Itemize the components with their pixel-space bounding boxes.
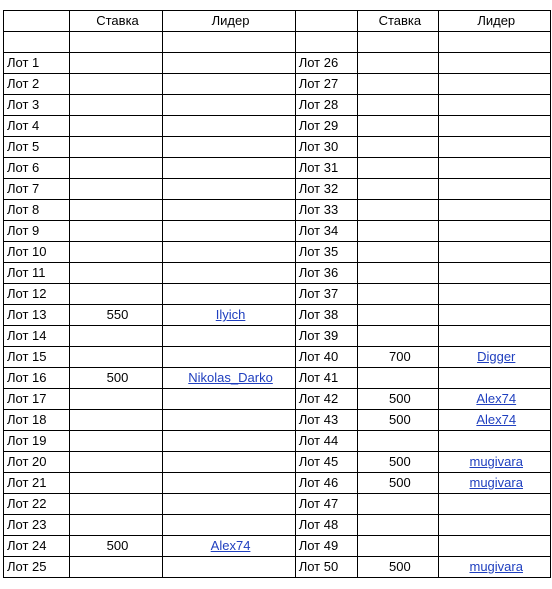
table-row — [4, 242, 551, 263]
lot-cell-left[interactable]: Лот 13 — [4, 305, 70, 326]
table-row — [4, 32, 551, 53]
table-row — [4, 452, 551, 473]
leader-cell-left[interactable] — [163, 410, 295, 431]
lot-cell-left[interactable]: Лот 18 — [4, 410, 70, 431]
leader-cell-left[interactable] — [163, 431, 295, 452]
lot-cell-left[interactable]: Лот 9 — [4, 221, 70, 242]
table-row — [4, 221, 551, 242]
leader-cell-right[interactable] — [439, 116, 551, 137]
table-row — [4, 137, 551, 158]
lot-cell-left[interactable]: Лот 4 — [4, 116, 70, 137]
bid-cell-right[interactable] — [358, 263, 439, 284]
lot-cell-left[interactable]: Лот 23 — [4, 515, 70, 536]
leader-cell-left[interactable] — [163, 32, 295, 53]
lot-cell-left[interactable]: Лот 17 — [4, 389, 70, 410]
header-cell-empty-right[interactable] — [295, 11, 358, 32]
leader-cell-right[interactable] — [439, 410, 551, 431]
bid-cell-left[interactable] — [69, 179, 163, 200]
leader-link[interactable]: Alex74 — [210, 538, 251, 553]
leader-cell-right[interactable] — [439, 368, 551, 389]
leader-link[interactable]: Ilyich — [215, 307, 246, 322]
lot-cell-right[interactable]: Лот 46 — [295, 473, 358, 494]
lot-cell-left[interactable]: Лот 22 — [4, 494, 70, 515]
leader-cell-right[interactable] — [439, 494, 551, 515]
bid-cell-right[interactable] — [358, 515, 439, 536]
leader-cell-right[interactable] — [439, 53, 551, 74]
bid-cell-right[interactable] — [358, 74, 439, 95]
table-row — [4, 410, 551, 431]
lot-cell-right[interactable]: Лот 41 — [295, 368, 358, 389]
leader-cell-left[interactable] — [163, 494, 295, 515]
table-row — [4, 431, 551, 452]
lot-cell-left[interactable]: Лот 10 — [4, 242, 70, 263]
lot-cell-right[interactable]: Лот 34 — [295, 221, 358, 242]
leader-cell-right[interactable] — [439, 242, 551, 263]
leader-cell-right[interactable] — [439, 200, 551, 221]
leader-cell-right[interactable] — [439, 137, 551, 158]
table-row — [4, 368, 551, 389]
leader-cell-right[interactable] — [439, 473, 551, 494]
leader-cell-left[interactable] — [163, 263, 295, 284]
lot-cell-left[interactable]: Лот 1 — [4, 53, 70, 74]
lot-cell-right[interactable]: Лот 49 — [295, 536, 358, 557]
bid-cell-right[interactable] — [358, 200, 439, 221]
leader-cell-left[interactable] — [163, 515, 295, 536]
leader-cell-left[interactable] — [163, 368, 295, 389]
lot-cell-right[interactable]: Лот 45 — [295, 452, 358, 473]
lot-cell-left[interactable]: Лот 3 — [4, 95, 70, 116]
leader-cell-left[interactable] — [163, 452, 295, 473]
bid-cell-left[interactable] — [69, 221, 163, 242]
leader-link[interactable]: Nikolas_Darko — [188, 370, 273, 385]
bid-cell-left[interactable] — [69, 389, 163, 410]
leader-link[interactable]: Alex74 — [476, 391, 517, 406]
lot-cell-left[interactable]: Лот 16 — [4, 368, 70, 389]
bid-cell-left[interactable] — [69, 263, 163, 284]
lot-cell-right[interactable]: Лот 42 — [295, 389, 358, 410]
leader-cell-left[interactable] — [163, 137, 295, 158]
bid-cell-left[interactable] — [69, 431, 163, 452]
bid-cell-right[interactable] — [358, 158, 439, 179]
leader-cell-right[interactable] — [439, 431, 551, 452]
table-row — [4, 389, 551, 410]
table-row — [4, 347, 551, 368]
lot-cell-left[interactable]: Лот 19 — [4, 431, 70, 452]
leader-cell-right[interactable] — [439, 452, 551, 473]
bid-cell-left[interactable] — [69, 452, 163, 473]
bid-cell-right[interactable] — [358, 305, 439, 326]
bid-cell-right[interactable]: 500 — [358, 557, 439, 578]
bid-cell-left[interactable] — [69, 557, 163, 578]
bid-cell-right[interactable] — [358, 95, 439, 116]
leader-cell-left[interactable] — [163, 179, 295, 200]
leader-cell-right[interactable] — [439, 557, 551, 578]
leader-cell-left[interactable] — [163, 53, 295, 74]
lot-cell-left[interactable]: Лот 25 — [4, 557, 70, 578]
leader-cell-left[interactable] — [163, 95, 295, 116]
table-row — [4, 179, 551, 200]
bid-cell-right[interactable] — [358, 179, 439, 200]
bid-cell-right[interactable] — [358, 221, 439, 242]
leader-cell-right[interactable] — [439, 326, 551, 347]
leader-cell-right[interactable] — [439, 179, 551, 200]
bid-cell-right[interactable] — [358, 494, 439, 515]
bid-cell-right[interactable]: 500 — [358, 473, 439, 494]
leader-cell-right[interactable] — [439, 263, 551, 284]
bid-cell-left[interactable]: 500 — [69, 536, 163, 557]
lot-cell-left[interactable]: Лот 5 — [4, 137, 70, 158]
leader-cell-right[interactable] — [439, 305, 551, 326]
bid-cell-right[interactable] — [358, 431, 439, 452]
bid-cell-right[interactable] — [358, 137, 439, 158]
bid-cell-right[interactable]: 500 — [358, 410, 439, 431]
bid-cell-left[interactable] — [69, 410, 163, 431]
lot-cell-right[interactable]: Лот 44 — [295, 431, 358, 452]
bid-cell-right[interactable] — [358, 32, 439, 53]
leader-cell-left[interactable] — [163, 200, 295, 221]
lot-cell-right[interactable]: Лот 28 — [295, 95, 358, 116]
table-row — [4, 515, 551, 536]
lot-cell-right[interactable] — [295, 32, 358, 53]
lot-cell-left[interactable]: Лот 24 — [4, 536, 70, 557]
leader-link[interactable]: Alex74 — [476, 412, 517, 427]
bid-cell-left[interactable] — [69, 515, 163, 536]
lot-cell-left[interactable]: Лот 11 — [4, 263, 70, 284]
bid-cell-left[interactable] — [69, 284, 163, 305]
bid-cell-right[interactable] — [358, 284, 439, 305]
lot-cell-right[interactable]: Лот 27 — [295, 74, 358, 95]
lot-cell-right[interactable]: Лот 36 — [295, 263, 358, 284]
leader-cell-left[interactable] — [163, 536, 295, 557]
bid-cell-left[interactable] — [69, 32, 163, 53]
bid-cell-right[interactable] — [358, 536, 439, 557]
bid-cell-left[interactable] — [69, 473, 163, 494]
lot-cell-left[interactable]: Лот 15 — [4, 347, 70, 368]
bid-cell-left[interactable] — [69, 494, 163, 515]
bid-cell-right[interactable] — [358, 368, 439, 389]
bid-cell-right[interactable] — [358, 242, 439, 263]
lot-cell-right[interactable]: Лот 38 — [295, 305, 358, 326]
leader-cell-right[interactable] — [439, 158, 551, 179]
table-row — [4, 53, 551, 74]
leader-cell-left[interactable] — [163, 389, 295, 410]
bid-cell-left[interactable] — [69, 95, 163, 116]
table-row — [4, 494, 551, 515]
lot-cell-right[interactable]: Лот 32 — [295, 179, 358, 200]
leader-link[interactable]: mugivara — [469, 475, 523, 490]
bid-cell-right[interactable] — [358, 326, 439, 347]
bid-cell-left[interactable] — [69, 326, 163, 347]
bid-cell-left[interactable]: 500 — [69, 368, 163, 389]
auction-table-body — [4, 11, 551, 578]
bid-cell-left[interactable] — [69, 74, 163, 95]
lot-cell-left[interactable]: Лот 12 — [4, 284, 70, 305]
lot-cell-right[interactable]: Лот 31 — [295, 158, 358, 179]
table-row — [4, 557, 551, 578]
header-bid-left[interactable]: Ставка — [69, 11, 163, 32]
bid-cell-left[interactable] — [69, 347, 163, 368]
table-row — [4, 116, 551, 137]
leader-cell-left[interactable] — [163, 557, 295, 578]
header-bid-right[interactable]: Ставка — [358, 11, 439, 32]
leader-cell-right[interactable] — [439, 284, 551, 305]
lot-cell-right[interactable]: Лот 29 — [295, 116, 358, 137]
leader-cell-left[interactable] — [163, 221, 295, 242]
leader-cell-left[interactable] — [163, 158, 295, 179]
leader-cell-right[interactable] — [439, 389, 551, 410]
lot-cell-left[interactable]: Лот 7 — [4, 179, 70, 200]
table-row — [4, 158, 551, 179]
lot-cell-right[interactable]: Лот 37 — [295, 284, 358, 305]
leader-link[interactable]: mugivara — [469, 454, 523, 469]
leader-cell-left[interactable] — [163, 284, 295, 305]
leader-cell-right[interactable] — [439, 221, 551, 242]
bid-cell-left[interactable] — [69, 116, 163, 137]
bid-cell-left[interactable] — [69, 137, 163, 158]
bid-cell-left[interactable] — [69, 242, 163, 263]
leader-cell-left[interactable] — [163, 305, 295, 326]
table-row — [4, 95, 551, 116]
auction-table — [3, 10, 551, 578]
bid-cell-right[interactable]: 500 — [358, 389, 439, 410]
leader-cell-left[interactable] — [163, 347, 295, 368]
table-row — [4, 326, 551, 347]
header-cell-empty-left[interactable] — [4, 11, 70, 32]
bid-cell-right[interactable]: 700 — [358, 347, 439, 368]
header-row — [4, 11, 551, 32]
leader-cell-right[interactable] — [439, 347, 551, 368]
table-row — [4, 200, 551, 221]
table-row — [4, 305, 551, 326]
table-row — [4, 473, 551, 494]
leader-cell-right[interactable] — [439, 515, 551, 536]
lot-cell-right[interactable]: Лот 33 — [295, 200, 358, 221]
table-row — [4, 263, 551, 284]
table-row — [4, 536, 551, 557]
lot-cell-left[interactable] — [4, 32, 70, 53]
bid-cell-left[interactable] — [69, 158, 163, 179]
lot-cell-right[interactable]: Лот 43 — [295, 410, 358, 431]
lot-cell-right[interactable]: Лот 35 — [295, 242, 358, 263]
header-leader-right[interactable]: Лидер — [439, 11, 551, 32]
lot-cell-right[interactable]: Лот 40 — [295, 347, 358, 368]
lot-cell-left[interactable]: Лот 14 — [4, 326, 70, 347]
lot-cell-left[interactable]: Лот 20 — [4, 452, 70, 473]
lot-cell-right[interactable]: Лот 26 — [295, 53, 358, 74]
leader-cell-left[interactable] — [163, 74, 295, 95]
leader-cell-left[interactable] — [163, 242, 295, 263]
table-row — [4, 74, 551, 95]
leader-cell-left[interactable] — [163, 473, 295, 494]
leader-cell-right[interactable] — [439, 32, 551, 53]
lot-cell-right[interactable]: Лот 39 — [295, 326, 358, 347]
header-leader-left[interactable]: Лидер — [163, 11, 295, 32]
leader-cell-left[interactable] — [163, 326, 295, 347]
bid-cell-right[interactable] — [358, 116, 439, 137]
bid-cell-left[interactable] — [69, 53, 163, 74]
lot-cell-right[interactable]: Лот 50 — [295, 557, 358, 578]
leader-cell-right[interactable] — [439, 74, 551, 95]
leader-cell-right[interactable] — [439, 95, 551, 116]
bid-cell-left[interactable] — [69, 200, 163, 221]
lot-cell-left[interactable]: Лот 8 — [4, 200, 70, 221]
table-row — [4, 284, 551, 305]
lot-cell-right[interactable]: Лот 47 — [295, 494, 358, 515]
lot-cell-left[interactable]: Лот 2 — [4, 74, 70, 95]
leader-link[interactable]: Digger — [477, 349, 516, 364]
bid-cell-left[interactable]: 550 — [69, 305, 163, 326]
lot-cell-right[interactable]: Лот 30 — [295, 137, 358, 158]
bid-cell-right[interactable] — [358, 53, 439, 74]
leader-link[interactable]: mugivara — [469, 559, 523, 574]
lot-cell-left[interactable]: Лот 6 — [4, 158, 70, 179]
bid-cell-right[interactable]: 500 — [358, 452, 439, 473]
leader-cell-left[interactable] — [163, 116, 295, 137]
lot-cell-left[interactable]: Лот 21 — [4, 473, 70, 494]
lot-cell-right[interactable]: Лот 48 — [295, 515, 358, 536]
leader-cell-right[interactable] — [439, 536, 551, 557]
